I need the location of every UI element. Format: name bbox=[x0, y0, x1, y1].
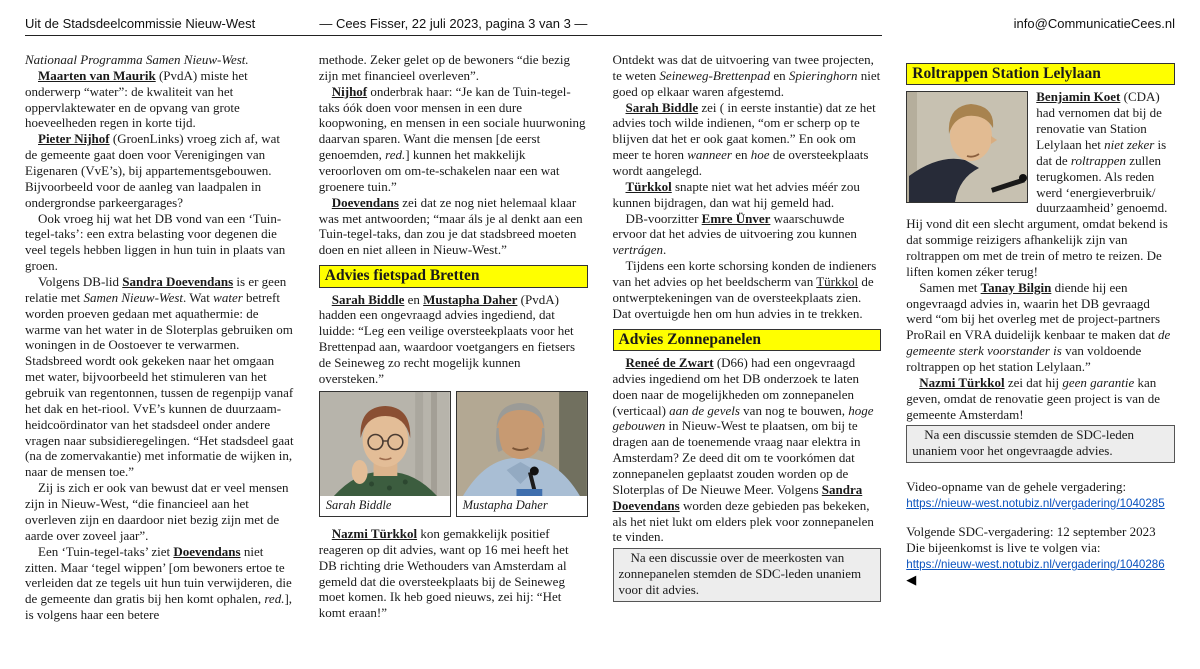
column-1-text bbox=[25, 52, 294, 623]
next-meeting-block bbox=[906, 524, 1175, 589]
video-block bbox=[906, 479, 1175, 511]
header-title: Uit de Stadsdeelcommissie Nieuw-West bbox=[25, 16, 256, 31]
paragraph: Ontdekt was dat de uitvoering van twee projecten, te weten Seineweg-Brettenpad en Spieringhorn niet goed op elkaar waren afgestemd. bbox=[612, 52, 881, 99]
photo-caption-mustapha-daher: Mustapha Daher bbox=[462, 497, 548, 512]
advies-fietspad-text bbox=[319, 292, 588, 387]
paragraph: Maarten van Maurik (PvdA) miste het onderwerp “water”: de kwaliteit van het oppervlaktewater en de opvang van grote hoeveelheden regen in korte tijd. bbox=[25, 67, 248, 131]
section-heading-advies-fietspad-bretten: Advies fietspad Bretten bbox=[319, 265, 588, 287]
paragraph: Türkkol snapte niet wat het advies méér zou kunnen bijdragen, dan wat hij gemeld had. bbox=[612, 178, 860, 210]
header-email: info@CommunicatieCees.nl bbox=[1013, 16, 1175, 31]
roltrappen-lead bbox=[906, 89, 1175, 279]
paragraph: methode. Zeker gelet op de bewoners “die bezig zijn met financieel overleven”. bbox=[318, 52, 570, 83]
portrait-mustapha-daher-image bbox=[457, 392, 587, 496]
next-meeting-live-label: Die bijeenkomst is live te volgen via: bbox=[906, 540, 1101, 555]
header-rule bbox=[25, 16, 882, 36]
header-author-date: — Cees Fisser, 22 juli 2023, pagina 3 van 3 — bbox=[319, 16, 588, 31]
paragraph: Ook vroeg hij wat het DB vond van een ‘Tuin-tegel-taks’: een extra belasting voor degenen die veel tegels hebben liggen in hun tuin in plaats van groen. bbox=[25, 210, 286, 274]
column-3-top-text bbox=[613, 52, 882, 322]
column-2-closing-text bbox=[319, 526, 588, 621]
photo-caption-sarah-biddle: Sarah Biddle bbox=[325, 497, 392, 512]
columns bbox=[25, 52, 1175, 623]
paragraph: Sarah Biddle zei ( in eerste instantie) dat ze het advies toch wilde indienen, “om er scherp op te blijven dat het er ook gaat komen.” En ook om meer te horen wanneer en hoe de oversteekplaats wordt aangelegd. bbox=[612, 99, 876, 179]
section-heading-roltrappen-station-lelylaan: Roltrappen Station Lelylaan bbox=[906, 63, 1175, 85]
paragraph: Sarah Biddle en Mustapha Daher (PvdA) hadden een ongevraagd advies ingediend, dat luidde: “Leg een veilige oversteekplaats voor het Brettenpad aan, waardoor voetgangers en fietsers de Seineweg zo recht mogelijk kunnen oversteken.” bbox=[318, 291, 576, 386]
column-2 bbox=[319, 52, 588, 621]
paragraph: Nationaal Programma Samen Nieuw-West. bbox=[25, 52, 249, 67]
paragraph: Doevendans zei dat ze nog niet helemaal klaar was met antwoorden; “maar áls je al denkt aan een Tuin-tegel-taks, dan zou je dat stadsbreed moeten doen en niet alleen in Nieuw-West.” bbox=[318, 194, 583, 258]
section-heading-advies-zonnepanelen: Advies Zonnepanelen bbox=[613, 329, 882, 351]
paragraph: Reneé de Zwart (D66) had een ongevraagd advies ingediend om het DB onderzoek te laten doen naar de mogelijkheden om zonnepanelen (verticaal) aan de gevels van nog te bouwen, hoge gebouwen in Nieuw-West te plaatsen, om bij te dragen aan de toenemende vraag naar elektra in Amsterdam? Ze deed dit om te voorkómen dat zonnepanelen geplaatst zouden worden op de Sloterplas of De Nieuwe Meer. Volgens Sandra Doevendans worden deze gebieden pas bekeken, als het niet lukt om elders plek voor zonnepanelen te vinden. bbox=[612, 354, 874, 545]
paragraph: Nazmi Türkkol kon gemakkelijk positief reageren op dit advies, want op 16 mei heeft het DB richting drie Wethouders van Amsterdam al gemeld dat die oversteekplaats bij de Seineweg moet komen. Ik heb goed nieuws, zei hij: “Het komt eraan!” bbox=[318, 525, 569, 621]
vote-result-box-roltrappen: Na een discussie stemden de SDC-leden unaniem voor het ongevraagde advies. bbox=[906, 425, 1175, 463]
advies-zonnepanelen-text bbox=[613, 355, 882, 545]
paragraph: Samen met Tanay Bilgin diende hij een ongevraagd advies in, waarin het DB gevraagd werd “om bij het overleg met de project-partners ProRail en VRA duidelijk kenbaar te maken dat de gemeente sterk voorstander is van voldoende roltrappen op het station Lelylaan.” bbox=[906, 279, 1171, 374]
paragraph: Zij is zich er ook van bewust dat er veel mensen zijn in Nieuw-West, “die financieel aan het overleven zijn en daardoor niet bezig zijn met de aarde over zoveel jaar”. bbox=[25, 480, 289, 543]
next-meeting-link[interactable]: https://nieuw-west.notubiz.nl/vergadering/1040286 bbox=[906, 557, 1165, 571]
column-1 bbox=[25, 52, 294, 623]
portrait-benjamin-koet-image bbox=[907, 92, 1027, 202]
photo-mustapha-daher bbox=[456, 391, 588, 517]
next-meeting-link-line bbox=[906, 556, 1175, 589]
video-link[interactable]: https://nieuw-west.notubiz.nl/vergadering/1040285 bbox=[906, 497, 1165, 510]
paragraph: Nijhof onderbrak haar: “Je kan de Tuin-tegel-taks óók doen voor mensen in een dure koopwoning, en mensen in een sociale huurwoning daarvan sparen. Want die mensen [de eerst genoemden, red.] kunnen het makkelijk veroorloven om om-te-schakelen naar een wat groenere tuin.” bbox=[318, 83, 586, 194]
photo-row bbox=[319, 391, 588, 517]
column-4 bbox=[906, 52, 1175, 589]
paragraph: Nazmi Türkkol zei dat hij geen garantie kan geven, omdat de renovatie geen project is van de gemeente Amsterdam! bbox=[906, 374, 1161, 422]
column-2-top-text bbox=[319, 52, 588, 258]
paragraph: Tijdens een korte schorsing konden de indieners van het advies op het beeldscherm van Türkkol de ontwerptekeningen van de oversteekplaats zien. Dat overtuigde hen om hun advies in te trekken. bbox=[612, 258, 877, 321]
photo-benjamin-koet bbox=[906, 91, 1028, 203]
portrait-sarah-biddle-image bbox=[320, 392, 450, 496]
roltrappen-lead-text: Benjamin Koet (CDA) had vernomen dat bij de renovatie van Station Lelylaan het niet zeker is dat de roltrappen zullen terugkomen. Als reden werd ‘energieverbruik/ duurzaamheid’ genoemd. Hij vond dit een slecht argument, omdat bekend is dat sommige reizigers afhankelijk zijn van roltrappen om met de trein of metro te reizen. De liften komen zéker terug! bbox=[906, 89, 1168, 279]
page-header bbox=[25, 16, 1175, 38]
column-3 bbox=[613, 52, 882, 602]
vote-result-box-zonnepanelen: Na een discussie over de meerkosten van zonnepanelen stemden de SDC-leden unaniem voor dit advies. bbox=[613, 548, 882, 602]
roltrappen-text bbox=[906, 280, 1175, 423]
paragraph: Pieter Nijhof (GroenLinks) vroeg zich af, wat de gemeente gaat doen voor Verenigingen van Eigenaren (VvE’s), bij appartementsgebouwen. Bijvoorbeeld voor de aanleg van laadpalen in ondergrondse parkeergarages? bbox=[25, 131, 280, 210]
photo-sarah-biddle bbox=[319, 391, 451, 517]
video-label: Video-opname van de gehele vergadering: bbox=[906, 479, 1127, 495]
paragraph: DB-voorzitter Emre Ünver waarschuwde ervoor dat het advies de uitvoering zou kunnen vertrágen. bbox=[612, 210, 857, 258]
paragraph: Volgens DB-lid Sandra Doevendans is er geen relatie met Samen Nieuw-West. Wat water betreft worden proeven gedaan met aquathermie: de warme van het water in de Sloterplas gebruiken om woningen in de Oostoever te verwarmen. Stadsbreed wordt ook gekeken naar het omgaan met water, bijvoorbeeld het stimuleren van het gebruik van regentonnen, tussen de regenpijp vanaf het dak en het-riool. VvE’s kunnen de duurzaam-heidcoördinator van het stadsdeel onder andere vragen naar subsidieregelingen. “Het stadsdeel gaat (na de zomervakantie) met informatie de wijken in, naar de mensen toe.” bbox=[25, 274, 294, 480]
link-pointer-icon: ◀ bbox=[906, 573, 917, 588]
next-meeting-date: Volgende SDC-vergadering: 12 september 2023 bbox=[906, 524, 1156, 540]
paragraph: Een ‘Tuin-tegel-taks’ ziet Doevendans niet zitten. Maar ‘tegel wippen’ [om bewoners ertoe te verleiden dat ze tegels uit hun tuin verwijderen, die de gemeente dan gratis bij hen komt ophalen, red.], is volgens haar een betere bbox=[25, 543, 293, 623]
